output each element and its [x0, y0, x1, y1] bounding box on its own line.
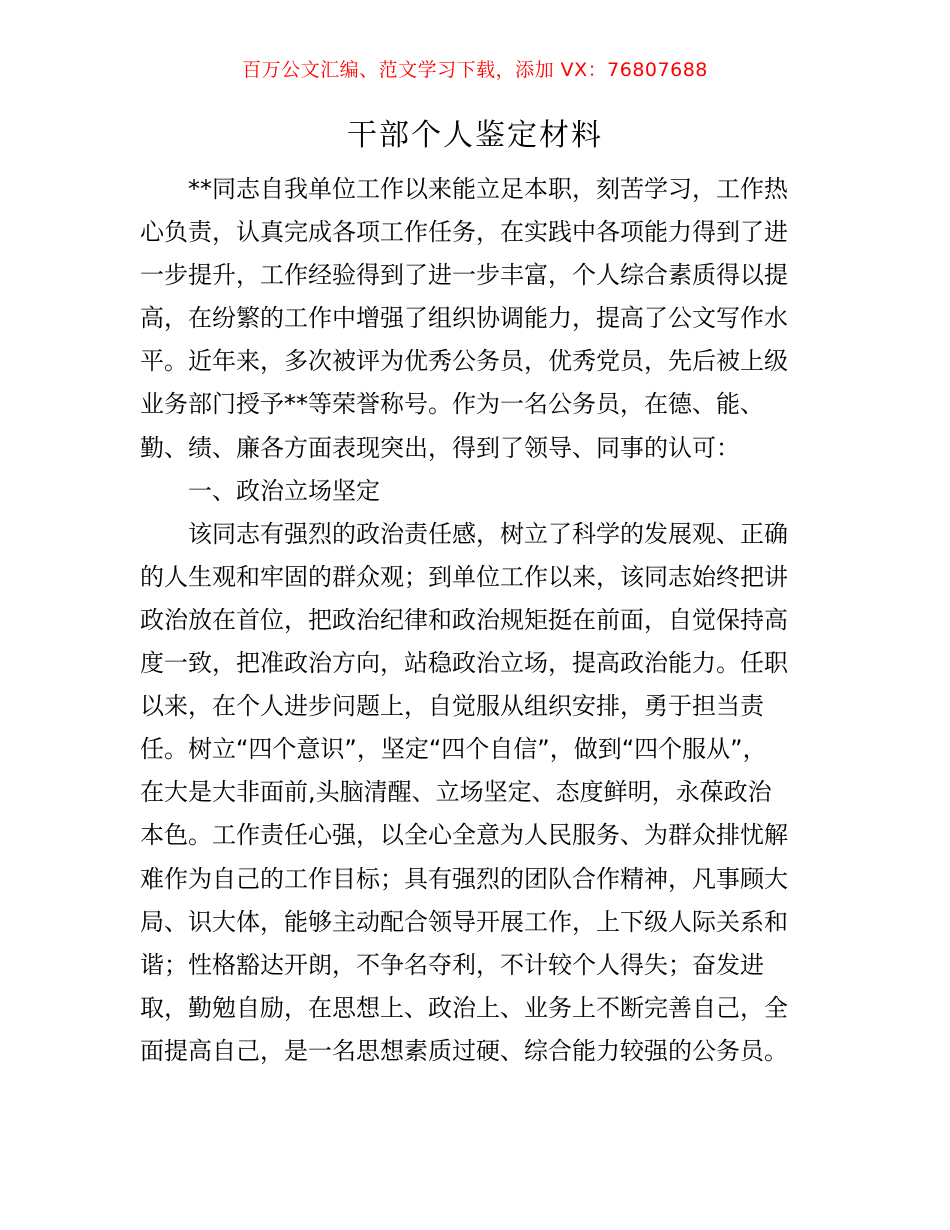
paragraph-line: 难作为自己的工作目标；具有强烈的团队合作精神，凡事顾大: [140, 864, 788, 893]
paragraph-line: 局、识大体，能够主动配合领导开展工作，上下级人际关系和: [140, 907, 788, 936]
document-title: 干部个人鉴定材料: [347, 118, 603, 153]
paragraph-line: 该同志有强烈的政治责任感，树立了科学的发展观、正确: [188, 519, 788, 548]
paragraph-line: 的人生观和牢固的群众观；到单位工作以来，该同志始终把讲: [140, 562, 788, 591]
paragraph-line: 高，在纷繁的工作中增强了组织协调能力，提高了公文写作水: [140, 304, 788, 333]
paragraph-line: 心负责，认真完成各项工作任务，在实践中各项能力得到了进: [140, 218, 788, 247]
header-watermark-note: 百万公文汇编、范文学习下载，添加 VX：76807688: [242, 59, 708, 81]
section-heading-political-stance: 一、政治立场坚定: [188, 476, 380, 505]
paragraph-line: 面提高自己，是一名思想素质过硬、综合能力较强的公务员。: [140, 1036, 788, 1065]
paragraph-line: 取，勤勉自励，在思想上、政治上、业务上不断完善自己，全: [140, 993, 788, 1022]
paragraph-line: 政治放在首位，把政治纪律和政治规矩挺在前面，自觉保持高: [140, 605, 788, 634]
paragraph-line: 本色。工作责任心强，以全心全意为人民服务、为群众排忧解: [140, 821, 788, 850]
paragraph-1: [140, 168, 812, 470]
paragraph-line: 业务部门授予**等荣誉称号。作为一名公务员，在德、能、: [140, 390, 764, 419]
paragraph-line: 在大是大非面前,头脑清醒、立场坚定、态度鲜明，永葆政治: [140, 778, 772, 807]
paragraph-line: 一步提升，工作经验得到了进一步丰富，个人综合素质得以提: [140, 261, 788, 290]
paragraph-line: 度一致，把准政治方向，站稳政治立场，提高政治能力。任职: [140, 649, 788, 678]
paragraph-line: 任。树立“四个意识”，坚定“四个自信”，做到“四个服从”，: [140, 735, 767, 764]
paragraph-line: 平。近年来，多次被评为优秀公务员，优秀党员，先后被上级: [140, 347, 788, 376]
paragraph-line: **同志自我单位工作以来能立足本职，刻苦学习，工作热: [188, 175, 788, 203]
paragraph-line: 以来，在个人进步问题上，自觉服从组织安排，勇于担当责: [140, 692, 764, 721]
paragraph-line: 勤、绩、廉各方面表现突出，得到了领导、同事的认可：: [140, 433, 740, 462]
paragraph-line: 谐；性格豁达开朗，不争名夺利，不计较个人得失；奋发进: [140, 950, 764, 979]
paragraph-2: [140, 513, 812, 1073]
document-body: [140, 168, 812, 1073]
